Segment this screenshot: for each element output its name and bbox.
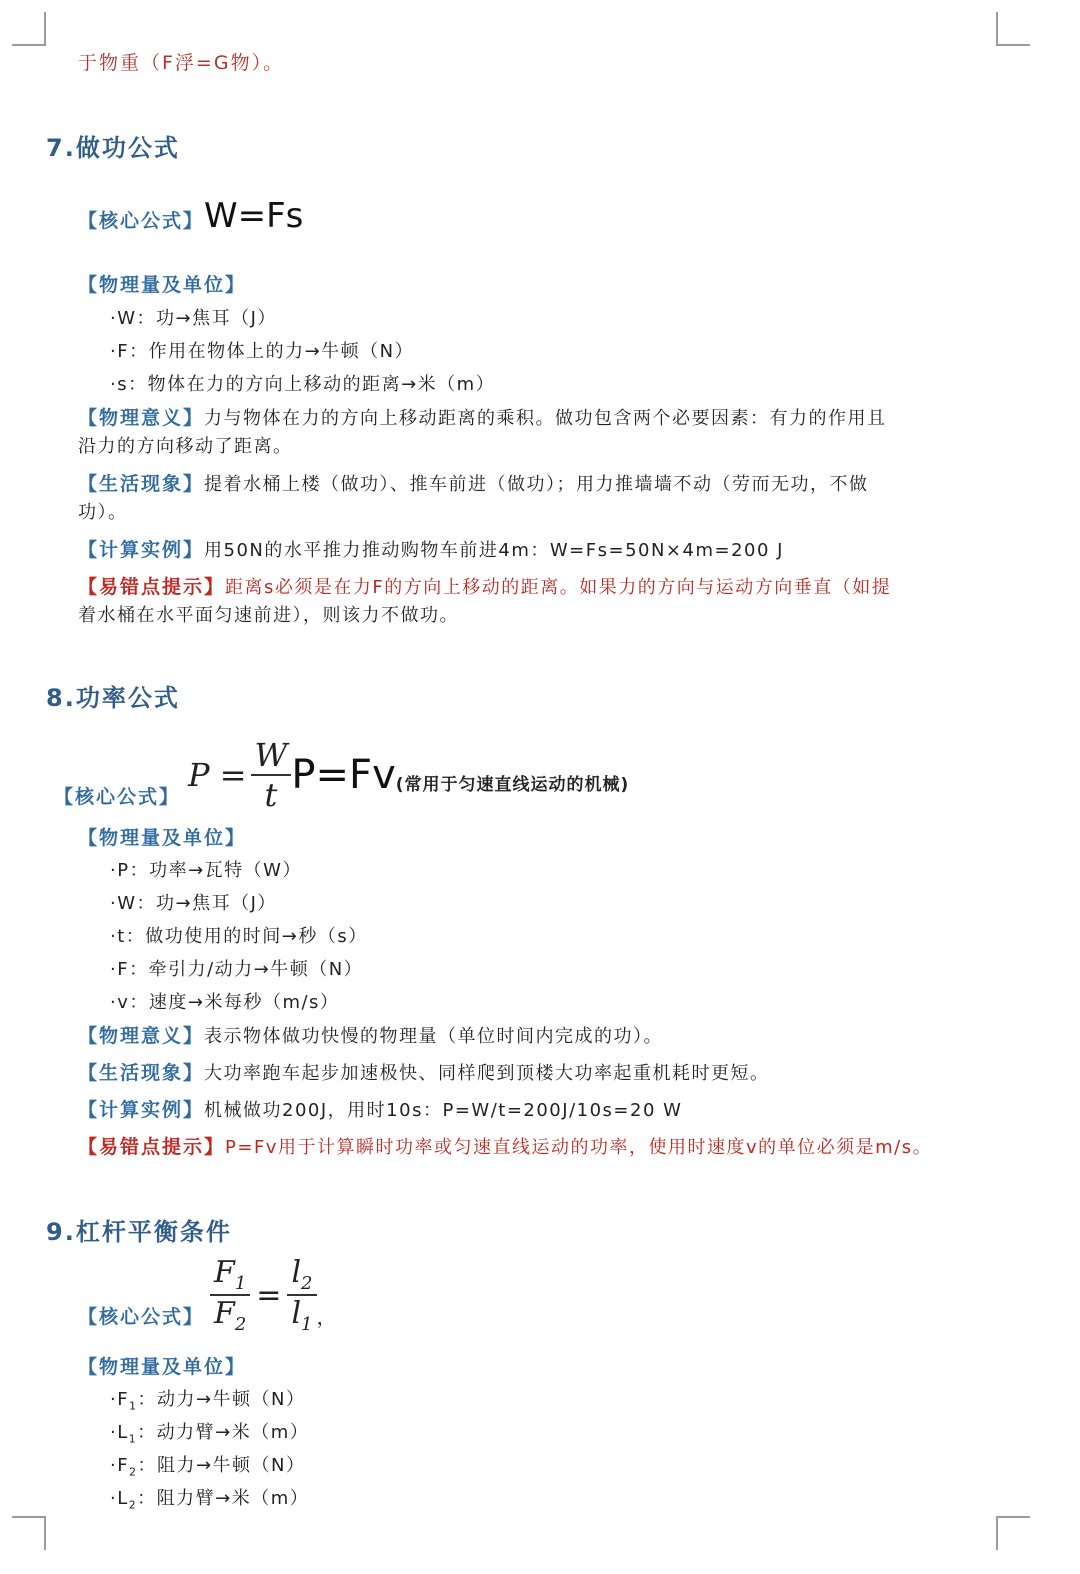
force-fraction [210, 1255, 250, 1335]
s9-unit-item: $\cdot L_1$：动力臂→米（m） [110, 1422, 310, 1446]
life-tag: 【生活现象】 [78, 1062, 205, 1084]
core-formula-tag: 【核心公式】 [78, 1305, 205, 1328]
meaning-tag: 【物理意义】 [78, 407, 205, 429]
section-9-title: 9.杠杆平衡条件 [46, 1218, 232, 1246]
fraction-denominator: t [264, 776, 278, 814]
s7-unit-item: ·F：作用在物体上的力→牛顿（N） [110, 341, 415, 362]
s9-unit-item: $\cdot L_2$：阻力臂→米（m） [110, 1488, 310, 1512]
core-formula-tag: 【核心公式】 [78, 210, 205, 232]
fraction-denominator: $F_2$ [214, 1296, 247, 1335]
s8-tip [78, 1132, 932, 1159]
equals-sign: = [256, 1277, 282, 1313]
s8-meaning [78, 1021, 663, 1048]
fraction-denominator: $l_1$ [291, 1296, 313, 1335]
tip-text: P=Fv用于计算瞬时功率或匀速直线运动的功率，使用时速度v的单位必须是m/s。 [225, 1137, 933, 1158]
crop-mark-top-left [12, 12, 46, 46]
calc-tag: 【计算实例】 [78, 1099, 205, 1121]
crop-mark-top-right [996, 12, 1030, 46]
fraction-numerator: $l_2$ [287, 1255, 316, 1296]
section-8-title: 8.功率公式 [46, 684, 180, 712]
s7-meaning [78, 403, 887, 430]
life-text-1: 提着水桶上楼（做功）、推车前进（做功）；用力推墙墙不动（劳而无功，不做 [204, 474, 869, 495]
crop-mark-bottom-left [12, 1516, 46, 1550]
core-formula-tag: 【核心公式】 [54, 785, 181, 808]
section-7-title: 7.做功公式 [46, 134, 180, 162]
meaning-text-1: 力与物体在力的方向上移动距离的乘积。做功包含两个必要因素：有力的作用且 [204, 408, 887, 429]
calc-tag: 【计算实例】 [78, 539, 205, 561]
life-text: 大功率跑车起步加速极快、同样爬到顶楼大功率起重机耗时更短。 [204, 1063, 770, 1084]
s8-unit-item: ·t：做功使用的时间→秒（s） [110, 926, 368, 947]
s7-life [78, 469, 869, 496]
tip-tag: 【易错点提示】 [78, 1136, 226, 1158]
power-fraction [251, 736, 292, 814]
life-tag: 【生活现象】 [78, 473, 205, 495]
s8-unit-item: ·W：功→焦耳（J） [110, 893, 277, 914]
s8-unit-item: ·P：功率→瓦特（W） [110, 860, 302, 881]
s7-tip [78, 572, 891, 599]
formula-comma: ， [316, 1304, 337, 1329]
tip-text-2: 着水桶在水平面匀速前进），则该力不做功。 [78, 605, 459, 626]
s8-calc [78, 1095, 682, 1122]
tip-tag: 【易错点提示】 [78, 576, 226, 598]
meaning-tag: 【物理意义】 [78, 1025, 205, 1047]
calc-text: 机械做功200J，用时10s：P=W/t=200J/10s=20 W [204, 1100, 683, 1121]
s8-unit-item: ·v：速度→米每秒（m/s） [110, 992, 340, 1013]
s8-core-formula [54, 730, 629, 820]
life-text-2: 功）。 [78, 502, 128, 523]
s9-unit-item: $\cdot F_1$：动力→牛顿（N） [110, 1389, 306, 1413]
meaning-text-2: 沿力的方向移动了距离。 [78, 436, 293, 457]
s8-units-tag: 【物理量及单位】 [78, 827, 247, 849]
s7-unit-item: ·s：物体在力的方向上移动的距离→米（m） [110, 374, 496, 395]
power-formula-note: (常用于匀速直线运动的机械) [395, 774, 630, 795]
s7-units-tag: 【物理量及单位】 [78, 274, 247, 296]
s9-units-tag: 【物理量及单位】 [78, 1356, 247, 1378]
s9-unit-item: $\cdot F_2$：阻力→牛顿（N） [110, 1455, 306, 1479]
s9-core-formula [78, 1250, 337, 1340]
fraction-numerator: W [251, 736, 292, 776]
meaning-text: 表示物体做功快慢的物理量（单位时间内完成的功）。 [204, 1026, 664, 1047]
s8-life [78, 1058, 770, 1085]
s7-unit-item: ·W：功→焦耳（J） [110, 308, 277, 329]
power-formula-lhs: P = [188, 756, 247, 794]
fraction-numerator: $F_1$ [210, 1255, 250, 1296]
power-formula-fv: P=Fv [291, 752, 396, 798]
s7-calc [78, 535, 784, 562]
continued-text: 于物重（F浮=G物）。 [78, 52, 285, 74]
s8-unit-item: ·F：牵引力/动力→牛顿（N） [110, 959, 364, 980]
calc-text: 用50N的水平推力推动购物车前进4m：W=Fs=50N×4m=200 J [204, 540, 784, 561]
tip-text-1: 距离s必须是在力F的方向上移动的距离。如果力的方向与运动方向垂直（如提 [225, 577, 892, 598]
crop-mark-bottom-right [996, 1516, 1030, 1550]
arm-fraction [287, 1255, 316, 1335]
s7-core-formula [78, 196, 303, 236]
work-formula: W=Fs [204, 196, 304, 236]
